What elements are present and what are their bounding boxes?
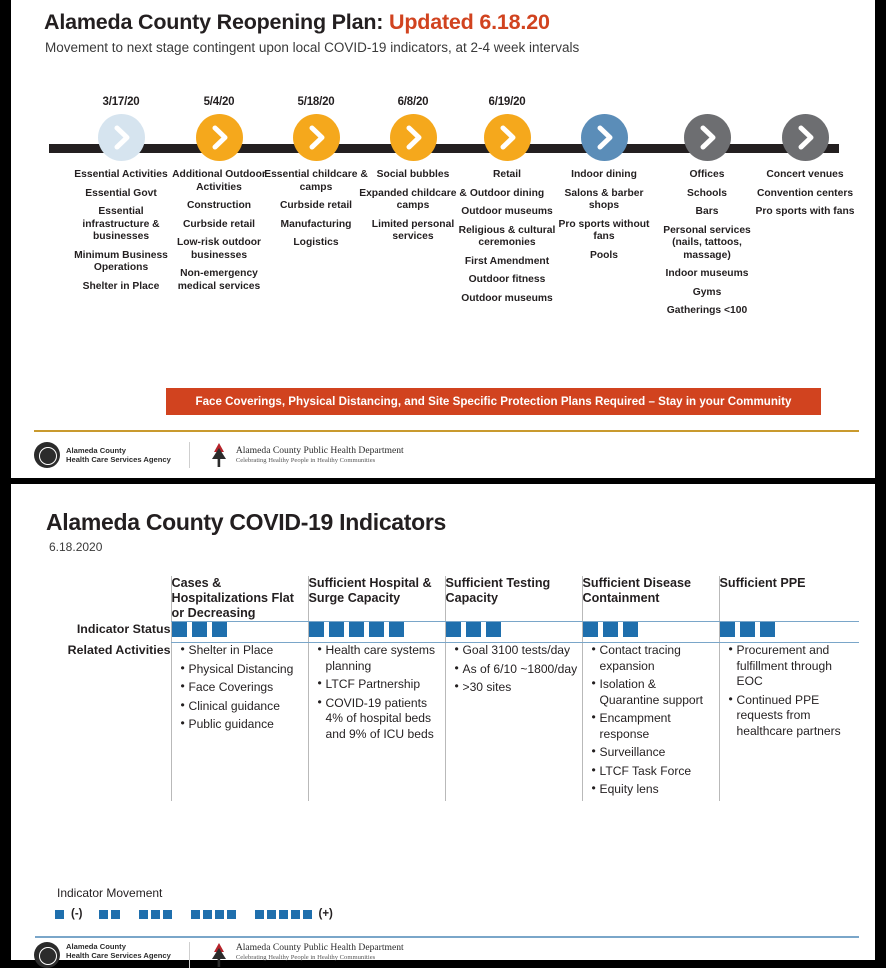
stage-items: [651, 169, 763, 318]
status-square: [369, 622, 384, 637]
stage-item: Expanded childcare & camps: [359, 187, 467, 212]
stage-item: Retail: [492, 169, 522, 180]
status-square: [760, 622, 775, 637]
stage-date: 5/18/20: [297, 96, 335, 108]
slide1-subtitle: Movement to next stage contingent upon local COVID-19 indicators, at 2-4 week intervals: [45, 40, 580, 55]
status-square: [172, 622, 187, 637]
stage-item: Salons & barber shops: [564, 187, 644, 212]
stage-date: 6/19/20: [488, 96, 526, 108]
legend-square: [151, 910, 160, 919]
timeline-stage: [548, 114, 660, 268]
timeline-stage: [260, 96, 372, 256]
chevron-circle-icon: [196, 114, 243, 161]
list-item: • Contact tracing expansion: [593, 643, 719, 674]
stage-item: Essential Govt: [85, 187, 157, 199]
acphd-logo-text: Alameda County Public Health Department Celebrating Healthy People in Healthy Communities: [235, 942, 404, 961]
stage-items: [548, 169, 660, 262]
stage-item: Essential Activities: [74, 169, 168, 180]
list-item: • Equity lens: [593, 782, 719, 797]
legend-minus-label: (-): [71, 908, 83, 920]
stage-item: Low-risk outdoor businesses: [176, 237, 262, 261]
stage-item: Minimum Business Operations: [74, 249, 168, 274]
legend-square: [255, 910, 264, 919]
status-square: [720, 622, 735, 637]
status-square: [192, 622, 207, 637]
list-item: • >30 sites: [456, 680, 582, 695]
list-item: • Isolation & Quarantine support: [593, 677, 719, 708]
indicators-table: [49, 576, 859, 801]
stage-item: Indoor dining: [571, 169, 637, 180]
chevron-circle-icon: [98, 114, 145, 161]
stage-item: Non-emergency medical services: [177, 268, 261, 292]
slide1-title-main: Alameda County Reopening Plan:: [44, 10, 384, 34]
list-item: • As of 6/10 ~1800/day: [456, 662, 582, 677]
stage-item: Outdoor dining: [469, 187, 545, 199]
indicator-status-row: [49, 622, 859, 643]
stage-item: First Amendment: [464, 255, 550, 267]
status-square: [466, 622, 481, 637]
stage-item: Logistics: [293, 237, 339, 249]
row-label-activities: Related Activities: [67, 642, 171, 657]
list-item: • Shelter in Place: [182, 643, 308, 658]
header-corner-cell: [49, 576, 171, 622]
status-square: [740, 622, 755, 637]
stage-item: Gyms: [692, 286, 722, 298]
stage-items: [65, 169, 177, 293]
status-badge: [582, 622, 719, 643]
stage-item: Additional Outdoor Activities: [172, 169, 266, 193]
stage-item: Bars: [695, 206, 719, 218]
stage-item: Pro sports with fans: [755, 206, 855, 218]
status-square: [389, 622, 404, 637]
status-badge: [171, 622, 308, 643]
timeline-stage: [65, 96, 177, 299]
legend-square: [203, 910, 212, 919]
stage-item: Limited personal services: [371, 218, 455, 243]
stage-item: Gatherings <100: [666, 305, 748, 317]
status-square: [486, 622, 501, 637]
stage-date: 5/4/20: [203, 96, 235, 108]
list-item: • Continued PPE requests from healthcare partners: [730, 693, 860, 739]
legend-square: [215, 910, 224, 919]
stage-item: Schools: [686, 187, 728, 199]
stage-items: [451, 169, 563, 305]
list-item: • Clinical guidance: [182, 699, 308, 714]
stage-item: Pools: [589, 249, 619, 261]
stage-item: Curbside retail: [182, 218, 256, 230]
status-square: [583, 622, 598, 637]
legend-title: Indicator Movement: [57, 886, 163, 900]
list-item: • Public guidance: [182, 717, 308, 732]
tree-icon: [208, 942, 230, 968]
chevron-circle-icon: [782, 114, 829, 161]
reopening-timeline: [11, 96, 875, 386]
column-header: Cases & Hospitalizations Flat or Decreasing: [171, 576, 308, 622]
status-badge: [445, 622, 582, 643]
stage-item: Religious & cultural ceremonies: [458, 224, 556, 249]
list-item: • Face Coverings: [182, 680, 308, 695]
vertical-divider: [189, 442, 190, 468]
chevron-circle-icon: [390, 114, 437, 161]
list-item: • Surveillance: [593, 745, 719, 760]
chevron-circle-icon: [484, 114, 531, 161]
stage-items: [260, 169, 372, 250]
legend-plus-label: (+): [318, 908, 333, 920]
list-item: • Physical Distancing: [182, 662, 308, 677]
legend-group: [255, 908, 333, 920]
county-seal-icon: [34, 442, 60, 468]
status-square: [623, 622, 638, 637]
stage-item: Essential infrastructure & businesses: [82, 206, 160, 243]
chevron-circle-icon: [684, 114, 731, 161]
stage-item: Social bubbles: [376, 169, 450, 180]
chevron-circle-icon: [293, 114, 340, 161]
status-square: [329, 622, 344, 637]
status-square: [212, 622, 227, 637]
vertical-divider: [189, 942, 190, 968]
hcsa-logo-text: Alameda County Health Care Services Agency: [66, 445, 171, 464]
tree-icon: [208, 442, 230, 468]
status-badge: [308, 622, 445, 643]
stage-item: Indoor museums: [665, 268, 749, 280]
slide2-title: Alameda County COVID-19 Indicators: [46, 509, 447, 535]
slide1-footer: [34, 438, 864, 472]
timeline-stage: [163, 96, 275, 299]
legend-group: [191, 910, 239, 919]
legend-square: [303, 910, 312, 919]
legend-square: [139, 910, 148, 919]
activities-cell: [582, 643, 719, 801]
stage-date: 3/17/20: [102, 96, 140, 108]
stage-item: Outdoor fitness: [468, 274, 546, 286]
timeline-stage: [749, 114, 861, 225]
stage-item: Manufacturing: [280, 218, 352, 230]
activities-cell: [171, 643, 308, 801]
slide1-title-update: Updated 6.18.20: [389, 10, 550, 34]
stage-item: Essential childcare & camps: [264, 169, 368, 193]
slide2-date: 6.18.2020: [49, 540, 103, 554]
stage-item: Outdoor museums: [461, 206, 553, 218]
list-item: • Goal 3100 tests/day: [456, 643, 582, 658]
list-item: • Procurement and fulfillment through EOC: [730, 643, 860, 689]
legend-square: [191, 910, 200, 919]
legend-square: [291, 910, 300, 919]
requirements-banner: Face Coverings, Physical Distancing, and Site Specific Protection Plans Required – Stay in your Community: [166, 388, 821, 415]
stage-item: Convention centers: [756, 187, 854, 199]
column-header: Sufficient PPE: [719, 576, 859, 622]
chevron-circle-icon: [581, 114, 628, 161]
stage-item: Shelter in Place: [82, 280, 160, 292]
hcsa-logo-text: Alameda County Health Care Services Agency: [66, 942, 171, 961]
indicator-movement-legend: [55, 908, 349, 920]
stage-item: Pro sports without fans: [558, 218, 650, 243]
legend-square: [111, 910, 120, 919]
stage-item: Curbside retail: [279, 200, 353, 212]
divider: [35, 936, 859, 938]
legend-square: [55, 910, 64, 919]
activities-cell: [308, 643, 445, 801]
timeline-stage: [651, 114, 763, 324]
stage-item: Offices: [689, 169, 725, 180]
status-square: [349, 622, 364, 637]
legend-square: [227, 910, 236, 919]
timeline-stage: [451, 96, 563, 311]
row-label-status: Indicator Status: [76, 621, 171, 636]
stage-date: 6/8/20: [397, 96, 429, 108]
slide2-footer: [34, 942, 864, 968]
acphd-logo-text: Alameda County Public Health Department Celebrating Healthy People in Healthy Communities: [235, 445, 404, 464]
stage-item: Personal services (nails, tattoos, massage): [663, 224, 751, 261]
list-item: • Health care systems planning: [319, 643, 445, 674]
column-header: Sufficient Testing Capacity: [445, 576, 582, 622]
slide-reopening-plan: [11, 0, 875, 478]
activities-cell: [719, 643, 859, 801]
activities-cell: [445, 643, 582, 801]
slide1-title: [44, 10, 550, 35]
status-badge: [719, 622, 859, 643]
list-item: • LTCF Partnership: [319, 677, 445, 692]
legend-group: [55, 908, 83, 920]
legend-square: [279, 910, 288, 919]
column-header: Sufficient Disease Containment: [582, 576, 719, 622]
related-activities-row: [49, 643, 859, 801]
stage-items: [749, 169, 861, 219]
legend-square: [267, 910, 276, 919]
divider: [34, 430, 859, 432]
legend-square: [99, 910, 108, 919]
stage-item: Concert venues: [766, 169, 844, 180]
stage-items: [163, 169, 275, 293]
slide-covid-indicators: [11, 484, 875, 960]
status-square: [446, 622, 461, 637]
list-item: • Encampment response: [593, 711, 719, 742]
table-header-row: [49, 576, 859, 622]
list-item: • LTCF Task Force: [593, 764, 719, 779]
indicators-table-wrap: [49, 576, 859, 801]
legend-group: [139, 910, 175, 919]
legend-group: [99, 910, 123, 919]
stage-item: Outdoor museums: [461, 292, 553, 304]
legend-square: [163, 910, 172, 919]
status-square: [309, 622, 324, 637]
stage-item: Construction: [186, 200, 252, 212]
list-item: • COVID-19 patients 4% of hospital beds and 9% of ICU beds: [319, 696, 445, 742]
column-header: Sufficient Hospital & Surge Capacity: [308, 576, 445, 622]
county-seal-icon: [34, 942, 60, 968]
status-square: [603, 622, 618, 637]
